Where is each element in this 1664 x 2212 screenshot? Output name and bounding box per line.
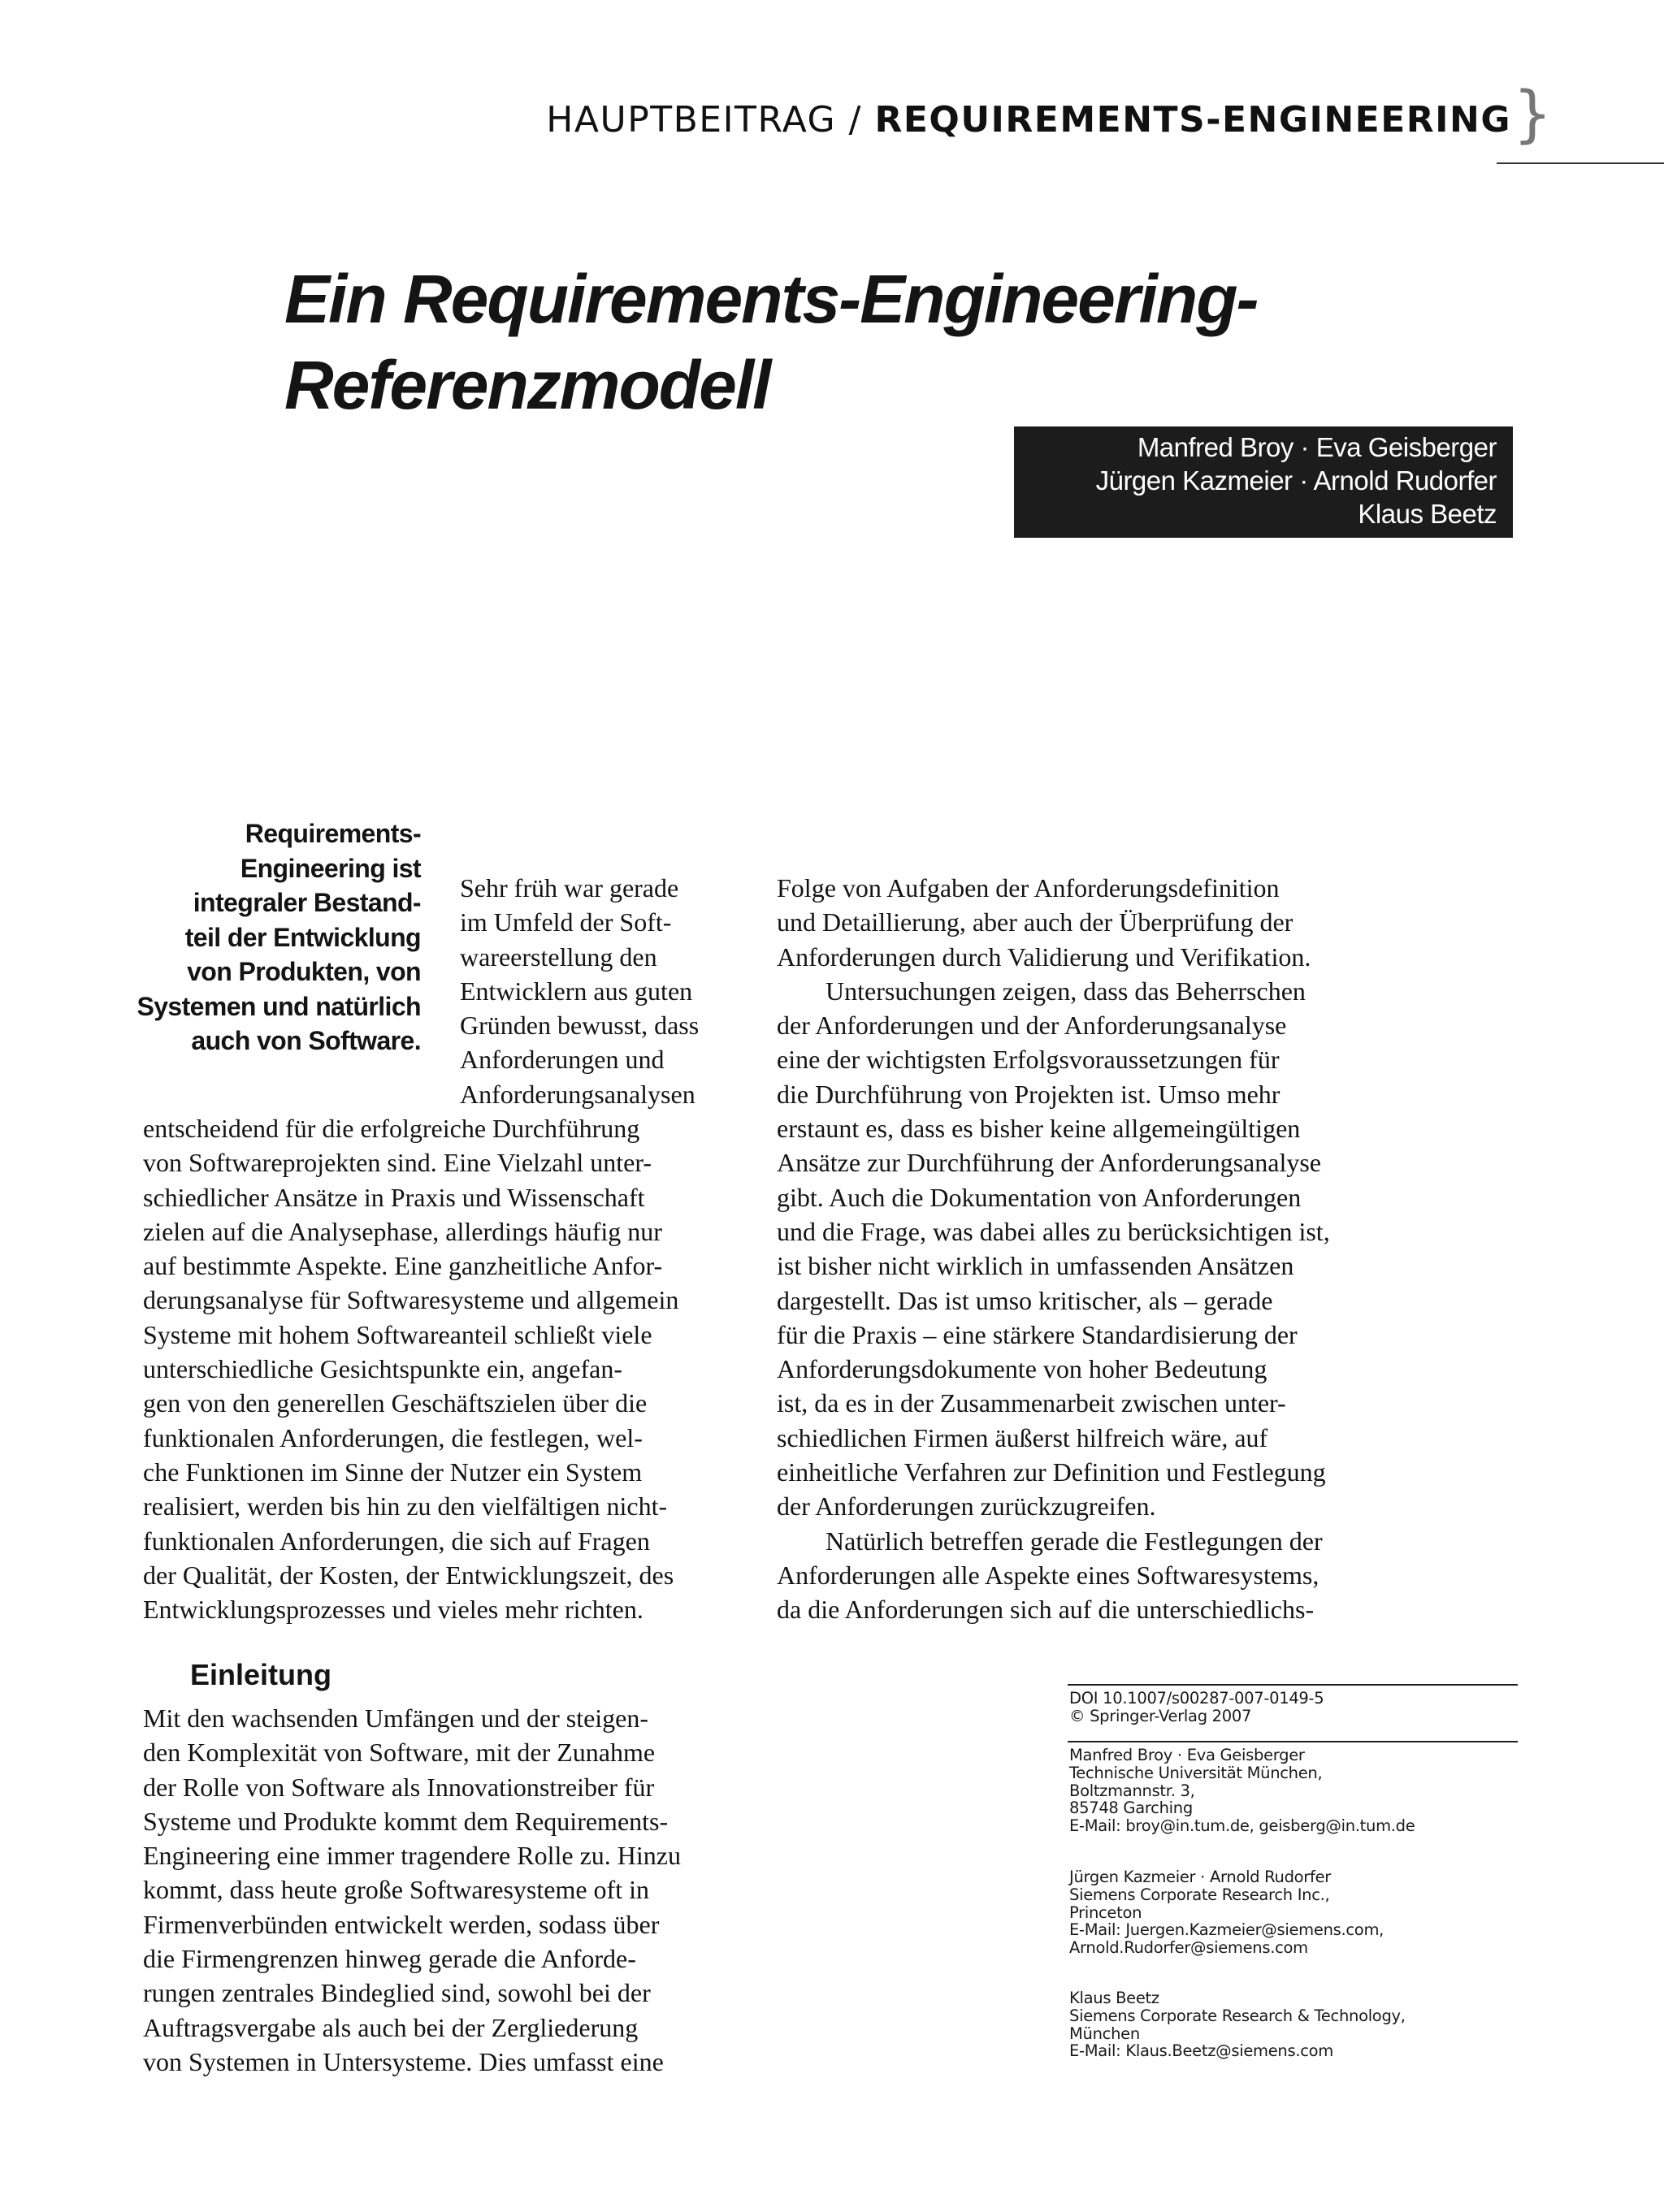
body-line: im Umfeld der Soft- [460,907,672,937]
body-line: Firmenverbünden entwickelt werden, sodass über [143,1909,660,1939]
pull-quote-line: Engineering ist [240,853,421,883]
body-line: die Durchführung von Projekten ist. Umso mehr [777,1079,1280,1109]
body-line: kommt, dass heute große Softwaresysteme oft in [143,1875,649,1905]
body-line: Entwicklungsprozesses und vieles mehr richten. [143,1595,644,1625]
body-line: schiedlichen Firmen äußerst hilfreich wäre, auf [777,1422,1268,1452]
body-line: unterschiedliche Gesichtspunkte ein, angefan- [143,1354,622,1384]
body-line: der Rolle von Software als Innovationstreiber für [143,1772,655,1802]
affiliation-3 [1069,1989,1406,2060]
body-line: che Funktionen im Sinne der Nutzer ein System [143,1457,643,1487]
affiliation-line: Manfred Broy · Eva Geisberger [1069,1746,1305,1764]
pull-quote-line: integraler Bestand- [193,888,421,917]
affiliation-line: München [1069,2024,1140,2043]
body-line: und die Frage, was dabei alles zu berücksichtigen ist, [777,1216,1330,1246]
affiliation-email: E-Mail: broy@in.tum.de, geisberg@in.tum.de [1069,1816,1415,1836]
body-line: Gründen bewusst, dass [460,1011,700,1041]
authors-line: Manfred Broy · Eva Geisberger [1137,432,1497,462]
affiliation-line: 85748 Garching [1069,1799,1193,1818]
doi-text: DOI 10.1007/s00287-007-0149-5 [1069,1689,1324,1708]
body-line: dargestellt. Das ist umso kritischer, als – gerade [777,1285,1273,1315]
section-heading: Einleitung [190,1658,332,1691]
body-line: Entwicklern aus guten [460,976,693,1006]
body-line: der Anforderungen und der Anforderungsanalyse [777,1011,1287,1041]
running-header [488,99,1511,141]
body-line: auf bestimmte Aspekte. Eine ganzheitliche Anfor- [143,1251,663,1281]
body-line: Folge von Aufgaben der Anforderungsdefinition [777,873,1280,903]
body-line: Anforderungen alle Aspekte eines Softwaresystems, [777,1560,1320,1590]
body-line: wareerstellung den [460,942,657,972]
body-line: Untersuchungen zeigen, dass das Beherrschen [826,976,1306,1006]
header-rule [1497,162,1664,164]
body-line: Anforderungen und [460,1045,665,1075]
body-line: die Firmengrenzen hinweg gerade die Anforde- [143,1944,636,1974]
body-line: Mit den wachsenden Umfängen und der steigen- [143,1703,649,1733]
affiliation-line: Jürgen Kazmeier · Arnold Rudorfer [1069,1868,1332,1886]
pull-quote-line: von Produkten, von [187,957,421,986]
header-separator: / [848,99,862,141]
affiliation-email: Arnold.Rudorfer@siemens.com [1069,1938,1308,1958]
header-topic: REQUIREMENTS-ENGINEERING [874,99,1511,141]
affiliation-1 [1069,1747,1415,1835]
body-wrap-column [460,871,699,1111]
body-line: derungsanalyse für Softwaresysteme und allgemein [143,1285,679,1315]
affiliation-line: Siemens Corporate Research & Technology, [1069,2006,1406,2025]
authors-line: Jürgen Kazmeier · Arnold Rudorfer [1095,465,1497,496]
body-line: realisiert, werden bis hin zu den vielfältigen nicht- [143,1491,668,1522]
body-left-column [143,1111,678,1626]
copyright-text: © Springer-Verlag 2007 [1069,1706,1252,1725]
body-line: da die Anforderungen sich auf die unterschiedlichs- [777,1595,1315,1625]
info-rule-middle [1068,1741,1518,1742]
body-line: Engineering eine immer tragendere Rolle zu. Hinzu [143,1841,681,1871]
body-line: schiedlicher Ansätze in Praxis und Wissenschaft [143,1182,645,1212]
body-line: entscheidend für die erfolgreiche Durchführung [143,1114,640,1143]
body-line: einheitliche Verfahren zur Definition und Festlegung [777,1457,1326,1487]
body-line: Ansätze zur Durchführung der Anforderungsanalyse [777,1148,1321,1178]
body-line: ist bisher nicht wirklich in umfassenden Ansätzen [777,1251,1294,1281]
body-line: und Detaillierung, aber auch der Überprüfung der [777,907,1294,937]
affiliation-line: Siemens Corporate Research Inc., [1069,1885,1330,1904]
body-line: Systeme mit hohem Softwareanteil schließt viele [143,1319,652,1349]
affiliation-2 [1069,1868,1384,1957]
body-line: rungen zentrales Bindeglied sind, sowohl bei der [143,1978,651,2008]
pull-quote-line: Systemen und natürlich [136,991,421,1021]
pull-quote-line: teil der Entwicklung [184,922,421,952]
doi-info [1069,1690,1324,1725]
body-line: den Komplexität von Software, mit der Zunahme [143,1738,656,1768]
info-rule-top [1068,1684,1518,1686]
body-line: Natürlich betreffen gerade die Festlegungen der [826,1526,1323,1556]
body-line: ist, da es in der Zusammenarbeit zwischen unter- [777,1388,1286,1418]
body-line: Anforderungen durch Validierung und Verifikation. [777,942,1311,972]
body-line: für die Praxis – eine stärkere Standardisierung der [777,1319,1298,1349]
body-line: Anforderungsdokumente von hoher Bedeutung [777,1354,1268,1384]
affiliation-line: Princeton [1069,1902,1142,1922]
affiliation-line: Technische Universität München, [1069,1763,1323,1782]
intro-paragraph [143,1701,681,2079]
body-line: zielen auf die Analysephase, allerdings häufig nur [143,1216,662,1246]
body-line: Systeme und Produkte kommt dem Requirements- [143,1806,669,1836]
body-right-column [777,871,1330,1627]
article-title [284,256,1422,428]
title-line: Ein Requirements-Engineering- [284,261,1258,337]
pull-quote [81,816,421,1058]
title-line: Referenzmodell [284,347,770,423]
body-line: von Systemen in Untersysteme. Dies umfasst eine [143,2046,664,2076]
body-line: Auftragsvergabe als auch bei der Zergliederung [143,2012,639,2042]
body-line: erstaunt es, dass es bisher keine allgemeingültigen [777,1114,1301,1144]
body-line: gen von den generellen Geschäftszielen über die [143,1388,648,1418]
affiliation-line: Klaus Beetz [1069,1989,1159,2007]
body-line: von Softwareprojekten sind. Eine Vielzahl unter- [143,1148,652,1178]
header-brace-icon: } [1513,77,1553,149]
body-line: der Anforderungen zurückzugreifen. [777,1491,1156,1522]
body-line: der Qualität, der Kosten, der Entwicklungszeit, des [143,1560,674,1590]
authors-box [1014,426,1513,538]
body-line: gibt. Auch die Dokumentation von Anforderungen [777,1182,1302,1212]
authors-line: Klaus Beetz [1358,499,1497,529]
affiliation-email: E-Mail: Klaus.Beetz@siemens.com [1069,2041,1333,2061]
pull-quote-line: Requirements- [245,819,421,848]
affiliation-email: E-Mail: Juergen.Kazmeier@siemens.com, [1069,1920,1384,1940]
affiliation-line: Boltzmannstr. 3, [1069,1781,1195,1800]
body-line: Anforderungsanalysen [460,1079,696,1109]
body-line: Sehr früh war gerade [460,873,679,903]
body-line: funktionalen Anforderungen, die festlegen, wel- [143,1422,643,1452]
header-section: HAUPTBEITRAG [546,99,837,141]
pull-quote-line: auch von Software. [191,1026,421,1055]
body-line: funktionalen Anforderungen, die sich auf Fragen [143,1526,650,1556]
body-line: eine der wichtigsten Erfolgsvoraussetzungen für [777,1045,1280,1075]
